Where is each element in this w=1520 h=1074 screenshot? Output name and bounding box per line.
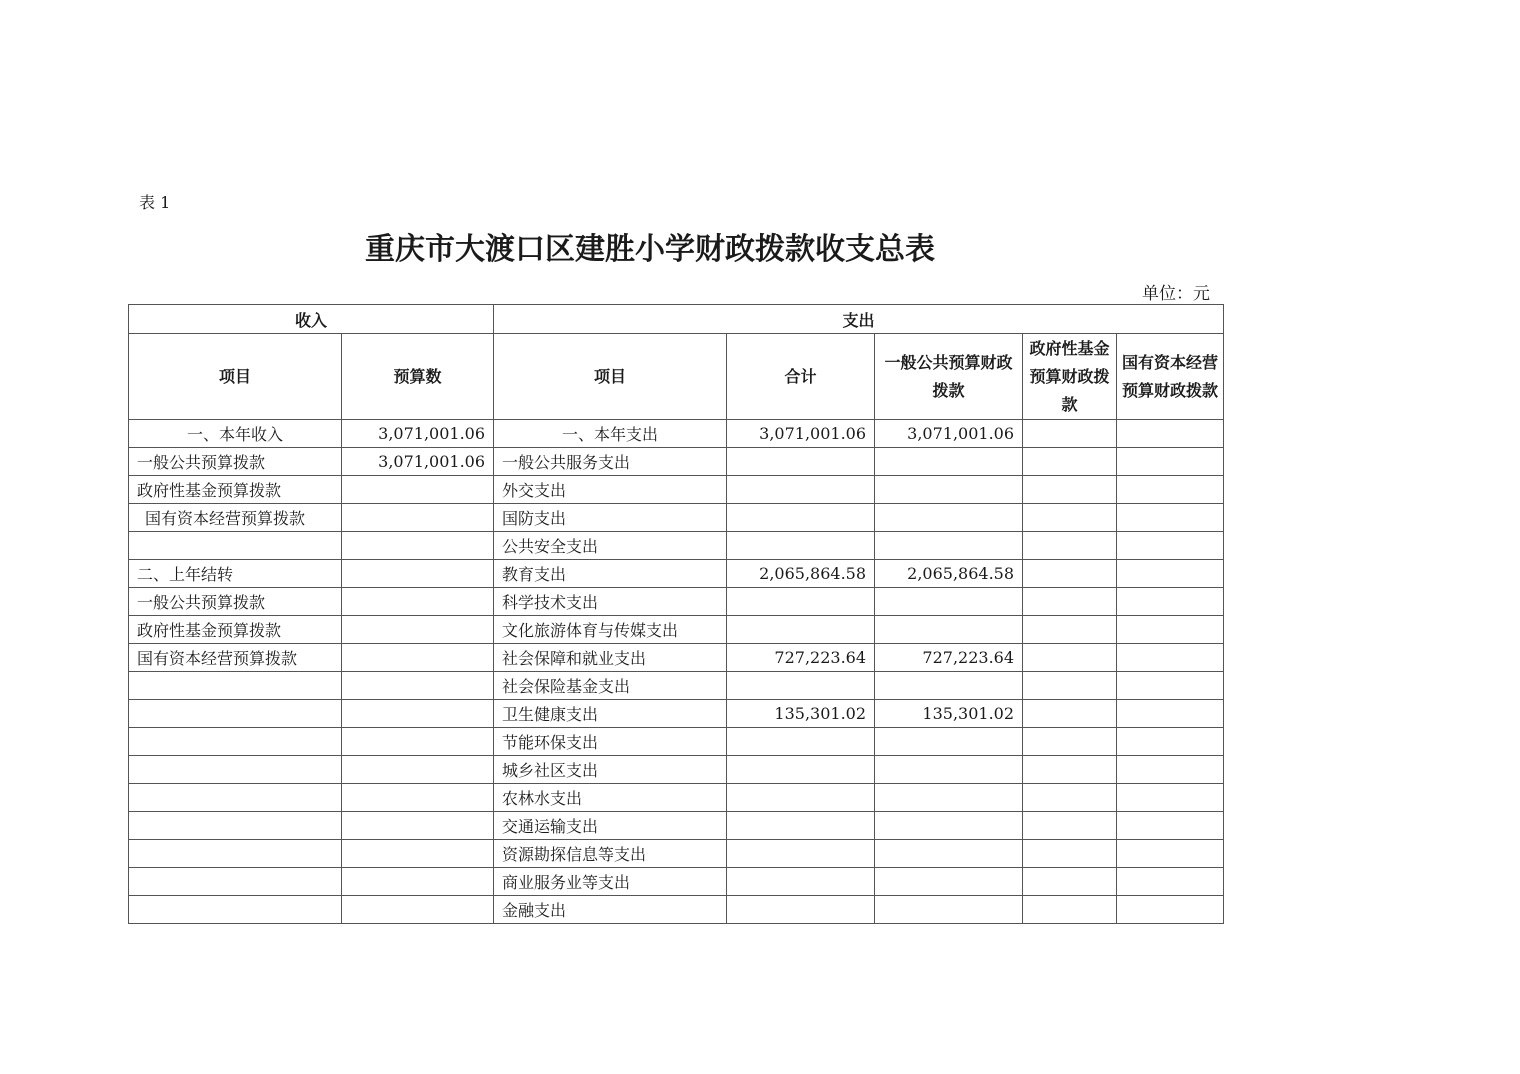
income-item-cell: [129, 840, 342, 868]
general-public-cell: [875, 784, 1023, 812]
income-budget-cell: [342, 476, 494, 504]
income-item-cell: [129, 868, 342, 896]
table-row: [129, 756, 1224, 784]
state-capital-cell: [1117, 868, 1224, 896]
exp-item-cell: 文化旅游体育与传媒支出: [494, 616, 727, 644]
general-public-cell: [875, 476, 1023, 504]
income-item-cell: 政府性基金预算拨款: [129, 616, 342, 644]
table-row: [129, 896, 1224, 924]
income-budget-cell: 3,071,001.06: [342, 448, 494, 476]
income-budget-cell: 3,071,001.06: [342, 420, 494, 448]
general-public-cell: [875, 616, 1023, 644]
income-item-cell: 一般公共预算拨款: [129, 588, 342, 616]
income-budget-cell: [342, 868, 494, 896]
state-capital-cell: [1117, 672, 1224, 700]
gov-fund-cell: [1023, 560, 1117, 588]
exp-item-cell: 社会保险基金支出: [494, 672, 727, 700]
exp-item-cell: 金融支出: [494, 896, 727, 924]
exp-item-cell: 公共安全支出: [494, 532, 727, 560]
state-capital-cell: [1117, 588, 1224, 616]
table-row: [129, 700, 1224, 728]
table-row: [129, 448, 1224, 476]
gov-fund-cell: [1023, 588, 1117, 616]
exp-item-cell: 商业服务业等支出: [494, 868, 727, 896]
income-budget-cell: [342, 644, 494, 672]
gov-fund-cell: [1023, 728, 1117, 756]
exp-item-cell: 科学技术支出: [494, 588, 727, 616]
income-budget-cell: [342, 728, 494, 756]
income-item-cell: 政府性基金预算拨款: [129, 476, 342, 504]
total-cell: 727,223.64: [727, 644, 875, 672]
income-item-cell: 国有资本经营预算拨款: [129, 504, 342, 532]
unit-label: 单位：元: [1142, 284, 1210, 304]
state-capital-cell: [1117, 644, 1224, 672]
income-budget-cell: [342, 756, 494, 784]
state-capital-cell: [1117, 756, 1224, 784]
general-public-cell: [875, 588, 1023, 616]
table-row: [129, 504, 1224, 532]
exp-item-cell: 卫生健康支出: [494, 700, 727, 728]
state-capital-cell: [1117, 560, 1224, 588]
income-item-cell: 一般公共预算拨款: [129, 448, 342, 476]
page-title: 重庆市大渡口区建胜小学财政拨款收支总表: [365, 232, 935, 267]
total-cell: [727, 672, 875, 700]
general-public-cell: 727,223.64: [875, 644, 1023, 672]
group-header-row: [129, 305, 1224, 334]
gov-fund-cell: [1023, 784, 1117, 812]
exp-item-cell: 外交支出: [494, 476, 727, 504]
gov-fund-header: 政府性基金预算财政拨款: [1023, 334, 1117, 420]
gov-fund-cell: [1023, 672, 1117, 700]
gov-fund-cell: [1023, 896, 1117, 924]
exp-item-cell: 一般公共服务支出: [494, 448, 727, 476]
exp-item-cell: 交通运输支出: [494, 812, 727, 840]
state-capital-cell: [1117, 504, 1224, 532]
state-capital-cell: [1117, 728, 1224, 756]
total-cell: [727, 756, 875, 784]
gov-fund-cell: [1023, 476, 1117, 504]
income-item-header: 项目: [129, 334, 342, 420]
budget-table: [128, 304, 1224, 924]
gov-fund-cell: [1023, 756, 1117, 784]
total-cell: [727, 840, 875, 868]
table-number-label: 表 1: [139, 193, 171, 212]
general-public-cell: [875, 756, 1023, 784]
gov-fund-cell: [1023, 868, 1117, 896]
total-cell: [727, 812, 875, 840]
income-item-cell: 二、上年结转: [129, 560, 342, 588]
table-row: [129, 840, 1224, 868]
table-row: [129, 420, 1224, 448]
expenditure-group-header: 支出: [494, 305, 1224, 334]
total-cell: [727, 784, 875, 812]
income-budget-cell: [342, 840, 494, 868]
exp-item-cell: 农林水支出: [494, 784, 727, 812]
income-item-cell: [129, 896, 342, 924]
table-row: [129, 560, 1224, 588]
income-budget-cell: [342, 784, 494, 812]
income-item-cell: [129, 672, 342, 700]
general-public-cell: 135,301.02: [875, 700, 1023, 728]
income-budget-cell: [342, 532, 494, 560]
table-row: [129, 476, 1224, 504]
total-cell: [727, 728, 875, 756]
income-item-cell: [129, 728, 342, 756]
state-capital-cell: [1117, 812, 1224, 840]
exp-item-cell: 社会保障和就业支出: [494, 644, 727, 672]
total-cell: 135,301.02: [727, 700, 875, 728]
gov-fund-cell: [1023, 812, 1117, 840]
gov-fund-cell: [1023, 700, 1117, 728]
total-cell: [727, 588, 875, 616]
state-capital-cell: [1117, 532, 1224, 560]
gov-fund-cell: [1023, 616, 1117, 644]
general-public-cell: [875, 448, 1023, 476]
income-budget-header: 预算数: [342, 334, 494, 420]
income-item-cell: [129, 812, 342, 840]
table-row: [129, 728, 1224, 756]
total-cell: [727, 868, 875, 896]
income-item-cell: [129, 700, 342, 728]
income-item-cell: [129, 532, 342, 560]
total-cell: [727, 532, 875, 560]
total-cell: [727, 448, 875, 476]
state-capital-cell: [1117, 476, 1224, 504]
gov-fund-cell: [1023, 504, 1117, 532]
total-cell: 3,071,001.06: [727, 420, 875, 448]
gov-fund-cell: [1023, 420, 1117, 448]
state-capital-cell: [1117, 420, 1224, 448]
income-budget-cell: [342, 560, 494, 588]
column-header-row: [129, 334, 1224, 420]
general-public-cell: 3,071,001.06: [875, 420, 1023, 448]
table-row: [129, 616, 1224, 644]
state-capital-cell: [1117, 784, 1224, 812]
general-public-cell: [875, 504, 1023, 532]
gov-fund-cell: [1023, 644, 1117, 672]
income-item-cell: [129, 756, 342, 784]
total-header: 合计: [727, 334, 875, 420]
exp-item-cell: 教育支出: [494, 560, 727, 588]
exp-item-cell: 资源勘探信息等支出: [494, 840, 727, 868]
state-capital-cell: [1117, 840, 1224, 868]
income-group-header: 收入: [129, 305, 494, 334]
table-row: [129, 812, 1224, 840]
state-capital-cell: [1117, 700, 1224, 728]
table-row: [129, 672, 1224, 700]
income-budget-cell: [342, 616, 494, 644]
income-budget-cell: [342, 700, 494, 728]
general-public-cell: [875, 868, 1023, 896]
income-item-cell: 一、本年收入: [129, 420, 342, 448]
gov-fund-cell: [1023, 840, 1117, 868]
general-public-cell: [875, 840, 1023, 868]
income-item-cell: 国有资本经营预算拨款: [129, 644, 342, 672]
exp-item-header: 项目: [494, 334, 727, 420]
income-item-cell: [129, 784, 342, 812]
exp-item-cell: 城乡社区支出: [494, 756, 727, 784]
general-public-cell: 2,065,864.58: [875, 560, 1023, 588]
income-budget-cell: [342, 812, 494, 840]
total-cell: [727, 896, 875, 924]
state-capital-cell: [1117, 896, 1224, 924]
total-cell: [727, 476, 875, 504]
general-public-cell: [875, 896, 1023, 924]
exp-item-cell: 国防支出: [494, 504, 727, 532]
state-capital-cell: [1117, 616, 1224, 644]
table-row: [129, 644, 1224, 672]
table-row: [129, 868, 1224, 896]
income-budget-cell: [342, 896, 494, 924]
exp-item-cell: 一、本年支出: [494, 420, 727, 448]
general-public-header: 一般公共预算财政拨款: [875, 334, 1023, 420]
income-budget-cell: [342, 504, 494, 532]
table-row: [129, 588, 1224, 616]
general-public-cell: [875, 812, 1023, 840]
state-capital-cell: [1117, 448, 1224, 476]
general-public-cell: [875, 728, 1023, 756]
table-row: [129, 784, 1224, 812]
general-public-cell: [875, 672, 1023, 700]
gov-fund-cell: [1023, 448, 1117, 476]
state-capital-header: 国有资本经营预算财政拨款: [1117, 334, 1224, 420]
total-cell: [727, 504, 875, 532]
income-budget-cell: [342, 588, 494, 616]
general-public-cell: [875, 532, 1023, 560]
table-row: [129, 532, 1224, 560]
total-cell: [727, 616, 875, 644]
total-cell: 2,065,864.58: [727, 560, 875, 588]
exp-item-cell: 节能环保支出: [494, 728, 727, 756]
gov-fund-cell: [1023, 532, 1117, 560]
income-budget-cell: [342, 672, 494, 700]
